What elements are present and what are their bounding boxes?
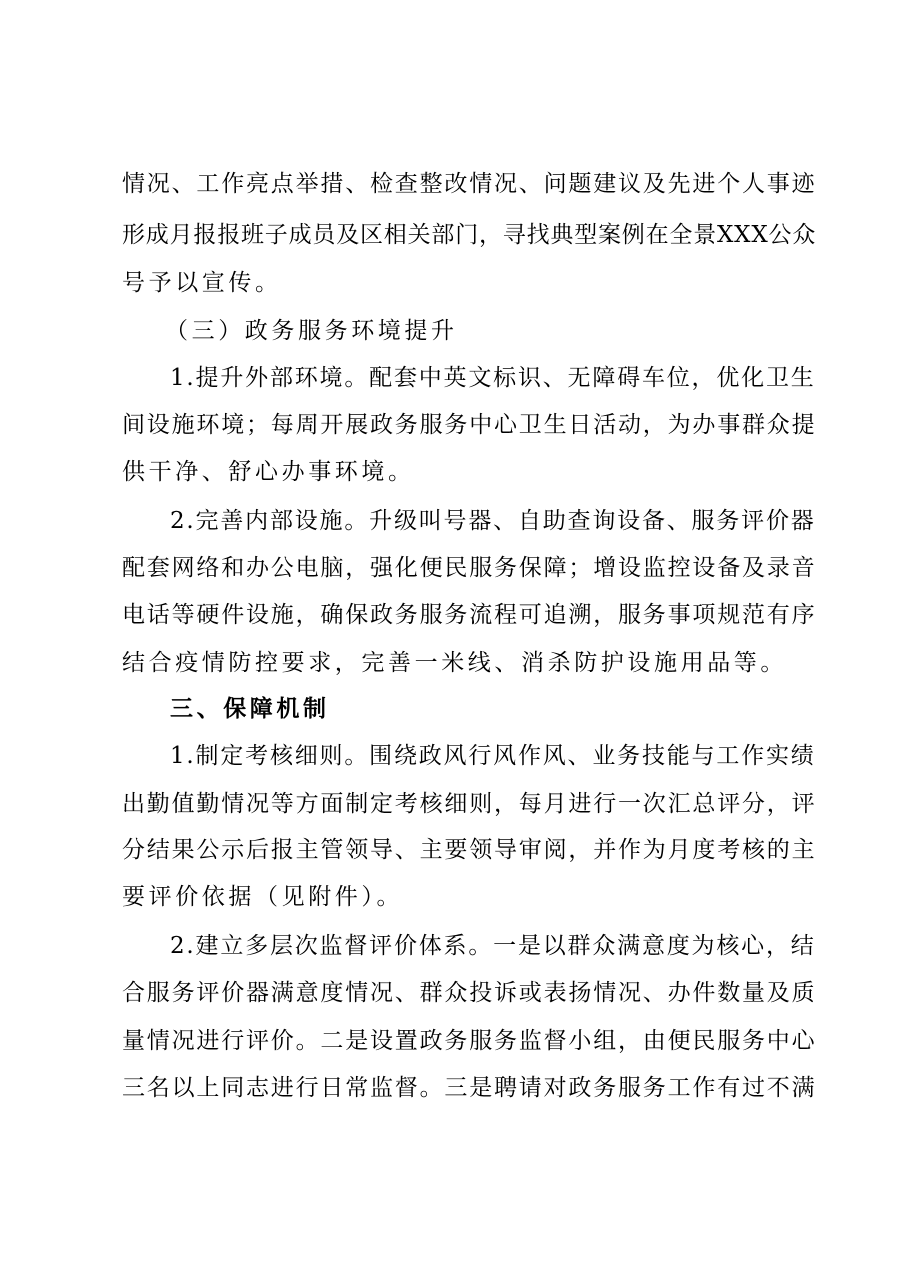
text-line: 1.制定考核细则。围绕政风行风作风、业务技能与工作实绩 bbox=[170, 743, 816, 769]
text-line: 量情况进行评价。二是设置政务服务监督小组，由便民服务中心 bbox=[122, 1028, 817, 1054]
text-line: 2.建立多层次监督评价体系。一是以群众满意度为核心，结 bbox=[170, 933, 816, 959]
text-line: 号予以宣传。 bbox=[122, 270, 282, 296]
section-heading: （三）政务服务环境提升 bbox=[165, 318, 458, 344]
text-line: 合服务评价器满意度情况、群众投诉或表扬情况、办件数量及质 bbox=[122, 980, 817, 1006]
text-line: 2.完善内部设施。升级叫号器、自助查询设备、服务评价器 bbox=[170, 508, 816, 534]
text-line: 1.提升外部环境。配套中英文标识、无障碍车位，优化卫生 bbox=[170, 365, 816, 391]
text-line: 情况、工作亮点举措、检查整改情况、问题建议及先进个人事迹 bbox=[122, 171, 817, 197]
text-line: 三名以上同志进行日常监督。三是聘请对政务服务工作有过不满 bbox=[122, 1075, 817, 1101]
text-line: 供干净、舒心办事环境。 bbox=[122, 459, 415, 485]
text-line: 配套网络和办公电脑，强化便民服务保障；增设监控设备及录音 bbox=[122, 555, 817, 581]
text-line: 出勤值勤情况等方面制定考核细则，每月进行一次汇总评分，评 bbox=[122, 791, 817, 817]
text-line: 分结果公示后报主管领导、主要领导审阅，并作为月度考核的主 bbox=[122, 837, 817, 863]
text-line: 结合疫情防控要求，完善一米线、消杀防护设施用品等。 bbox=[122, 650, 787, 676]
text-line: 形成月报报班子成员及区相关部门，寻找典型案例在全景XXX公众 bbox=[122, 222, 817, 248]
text-line: 电话等硬件设施，确保政务服务流程可追溯，服务事项规范有序 bbox=[122, 602, 817, 628]
text-line: 要评价依据（见附件）。 bbox=[122, 884, 404, 910]
chapter-heading: 三、保障机制 bbox=[170, 696, 330, 722]
text-line: 间设施环境；每周开展政务服务中心卫生日活动，为办事群众提 bbox=[122, 412, 817, 438]
